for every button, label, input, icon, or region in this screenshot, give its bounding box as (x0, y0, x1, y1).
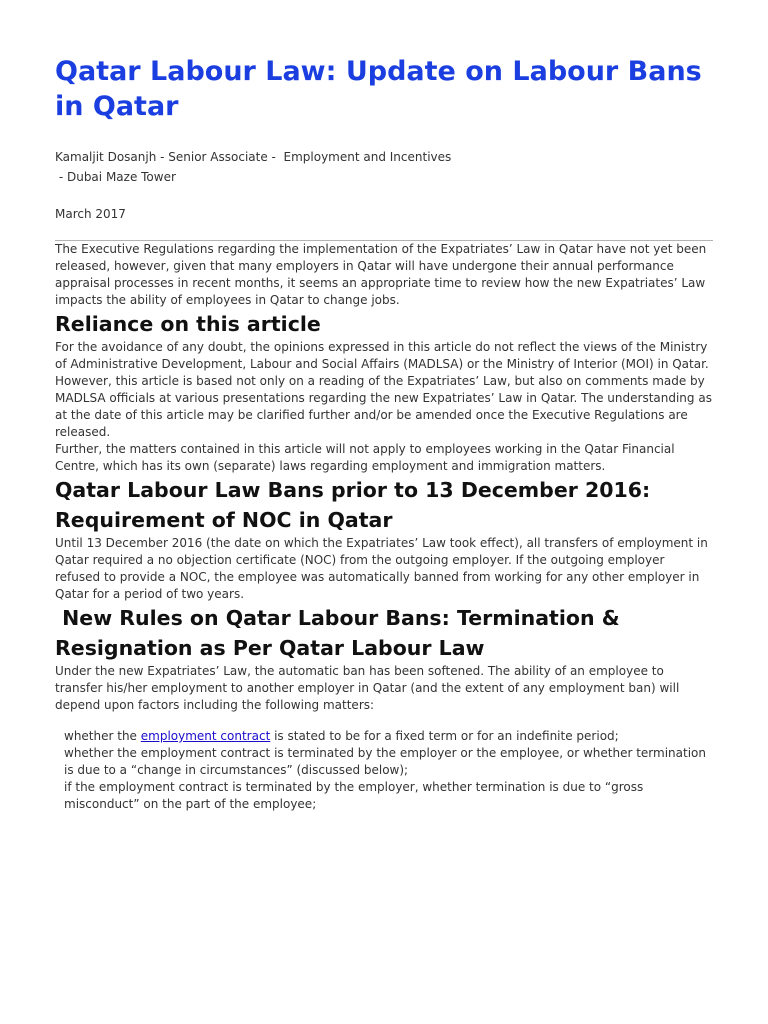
intro-paragraph: The Executive Regulations regarding the implementation of the Expatriates’ Law in Qatar have not yet been released, however, given that many employers in Qatar will have undergone their annual performance appraisal processes in recent months, it seems an appropriate time to review how the new Expatriates’ Law impacts the ability of employees in Qatar to change jobs. (55, 242, 707, 307)
author-byline: Kamaljit Dosanjh - Senior Associate - Employment and Incentives - Dubai Maze Tower (55, 150, 452, 184)
factor-item-fixed-term (64, 728, 713, 745)
bans-prior-paragraph: Until 13 December 2016 (the date on which the Expatriates’ Law took effect), all transfers of employment in Qatar required a no objection certificate (NOC) from the outgoing employer. If the outgoing employer refused to provide a NOC, the employee was automatically banned from working for any other employer in Qatar for a period of two years. (55, 536, 708, 601)
section-heading-new-rules: New Rules on Qatar Labour Bans: Termination & Resignation as Per Qatar Labour Law (55, 606, 627, 660)
factor-1-text-after: is stated to be for a fixed term or for an indefinite period; (270, 729, 619, 743)
employment-contract-link[interactable]: employment contract (140, 729, 271, 743)
factor-item-gross-misconduct: if the employment contract is terminated by the employer, whether termination is due to “gross misconduct” on the part of the employee; (64, 780, 644, 811)
article-title: Qatar Labour Law: Update on Labour Bans in Qatar (55, 56, 702, 122)
reliance-paragraph-2: Further, the matters contained in this article will not apply to employees working in the Qatar Financial Centre, which has its own (separate) laws regarding employment and immigration matters. (55, 442, 675, 473)
factor-item-termination-party: whether the employment contract is terminated by the employer or the employee, or whether termination is due to a “change in circumstances” (discussed below); (64, 746, 706, 777)
publication-date: March 2017 (55, 207, 126, 221)
factor-1-text-before: whether the (64, 729, 141, 743)
section-heading-reliance: Reliance on this article (55, 312, 321, 336)
section-heading-bans-prior: Qatar Labour Law Bans prior to 13 December 2016: Requirement of NOC in Qatar (55, 478, 651, 532)
factors-list (55, 728, 713, 813)
new-rules-paragraph: Under the new Expatriates’ Law, the automatic ban has been softened. The ability of an employee to transfer his/her employment to another employer in Qatar (and the extent of any employment ban) will depend upon factors including the following matters: (55, 664, 680, 712)
reliance-paragraph-1: For the avoidance of any doubt, the opinions expressed in this article do not reflect the views of the Ministry of Administrative Development, Labour and Social Affairs (MADLSA) or the Ministry of Interior (MOI) in Qatar. However, this article is based not only on a reading of the Expatriates’ Law, but also on comments made by MADLSA officials at various presentations regarding the new Expatriates’ Law in Qatar. The understanding as at the date of this article may be clarified further and/or be amended once the Executive Regulations are released. (55, 340, 712, 439)
